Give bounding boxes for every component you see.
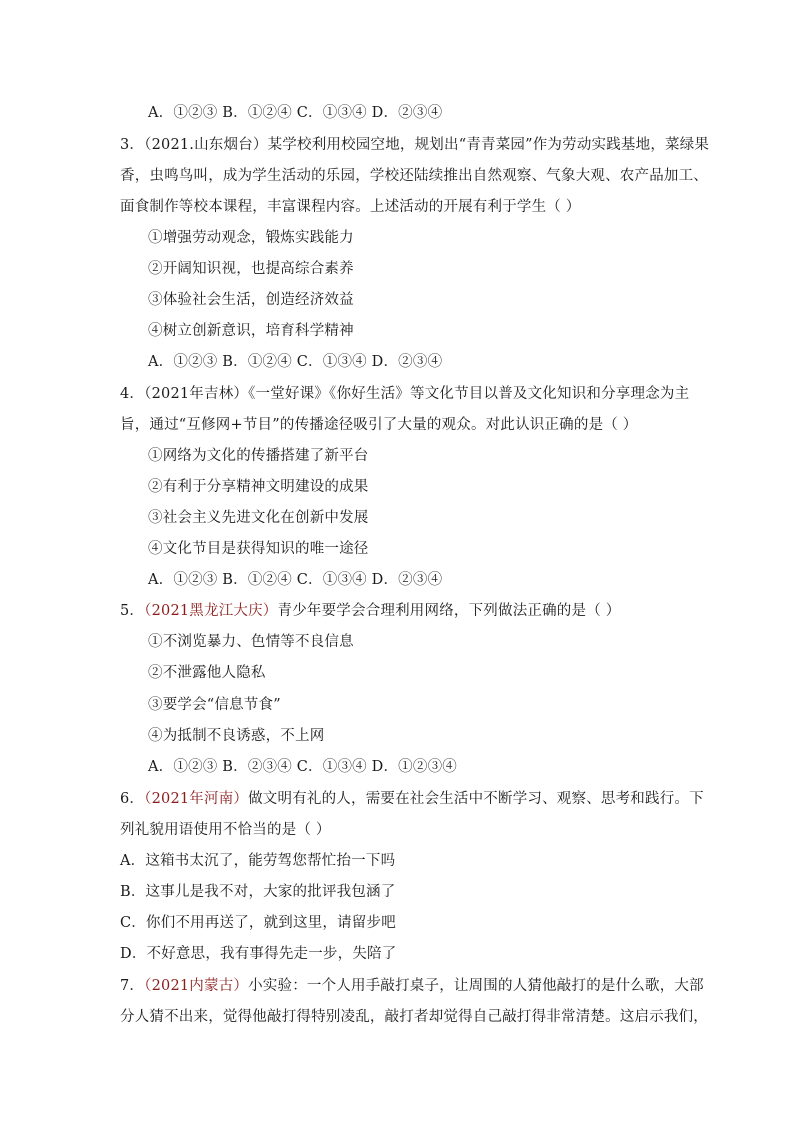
q4-option-3: ③社会主义先进文化在创新中发展 (148, 510, 369, 526)
q5-number: 5． (120, 603, 145, 619)
q5-stem-line1 (120, 601, 620, 621)
q7-source: （2021内蒙古） (144, 978, 249, 994)
q7-stem-line2: 分人猜不出来，觉得他敲打得特别凌乱，敲打者却觉得自己敲打得非常清楚。这启示我们， (120, 1009, 708, 1025)
q6-stem-line1 (120, 789, 704, 809)
q3-answer-choices: A．①②③ B．①②④ C．①③④ D．②③④ (148, 354, 443, 370)
q4-stem-line1 (120, 384, 689, 404)
q6-option-d: D．不好意思，我有事得先走一步，失陪了 (120, 946, 397, 962)
q4-answer-choices: A．①②③ B．①②④ C．①③④ D．②③④ (148, 572, 443, 588)
q4-stem-line2: 旨，通过“互修网+节目”的传播途径吸引了大量的观众。对此认识正确的是（ ） (120, 417, 638, 433)
q3-source: （2021.山东烟台） (144, 137, 268, 153)
q6-stem-text: 做文明有礼的人，需要在社会生活中不断学习、观察、思考和践行。下 (248, 791, 704, 807)
q5-option-4: ④为抵制不良诱惑，不上网 (148, 728, 325, 744)
q5-option-2: ②不泄露他人隐私 (148, 665, 266, 681)
q5-option-3: ③要学会“信息节食” (148, 697, 281, 713)
q6-option-c: C．你们不用再送了，就到这里，请留步吧 (120, 915, 396, 931)
q4-option-4: ④文化节目是获得知识的唯一途径 (148, 541, 369, 557)
q5-answer-choices: A．①②③ B．②③④ C．①③④ D．①②③④ (148, 759, 457, 775)
q6-source: （2021年河南） (144, 791, 249, 807)
q3-option-3: ③体验社会生活，创造经济效益 (148, 292, 354, 308)
q6-option-b: B．这事儿是我不对，大家的批评我包涵了 (120, 884, 396, 900)
q3-option-2: ②开阔知识视，也提高综合素养 (148, 261, 354, 277)
q3-stem-text: 某学校利用校园空地，规划出“青青菜园”作为劳动实践基地，菜绿果 (267, 137, 710, 153)
q5-source: （2021黑龙江大庆） (144, 603, 278, 619)
q4-number: 4． (120, 386, 145, 402)
q3-stem-line2: 香，虫鸣鸟叫，成为学生活动的乐园，学校还陆续推出自然观察、气象大观、农产品加工、 (120, 168, 708, 184)
q3-option-1: ①增强劳动观念，锻炼实践能力 (148, 230, 354, 246)
q6-number: 6． (120, 791, 145, 807)
q6-option-a: A．这箱书太沉了，能劳驾您帮忙抬一下吗 (120, 853, 396, 869)
q3-number: 3． (120, 137, 145, 153)
q4-option-1: ①网络为文化的传播搭建了新平台 (148, 448, 369, 464)
q6-stem-line2: 列礼貌用语使用不恰当的是（ ） (120, 822, 331, 838)
q3-option-4: ④树立创新意识，培育科学精神 (148, 323, 354, 339)
q4-option-2: ②有利于分享精神文明建设的成果 (148, 479, 369, 495)
q4-source: （2021年吉林） (144, 386, 249, 402)
q7-stem-line1 (120, 976, 704, 996)
q2-answer-choices: A．①②③ B．①②④ C．①③④ D．②③④ (148, 105, 443, 121)
q3-stem-line3: 面食制作等校本课程，丰富课程内容。上述活动的开展有利于学生（ ） (120, 199, 581, 215)
q3-stem-line1 (120, 135, 709, 155)
q5-stem-text: 青少年要学会合理利用网络，下列做法正确的是（ ） (277, 603, 621, 619)
q5-option-1: ①不浏览暴力、色情等不良信息 (148, 634, 354, 650)
q7-number: 7． (120, 978, 145, 994)
q4-stem-text: 《一堂好课》《你好生活》等文化节目以普及文化知识和分享理念为主 (248, 386, 690, 402)
q7-stem-text: 小实验：一个人用手敲打桌子，让周围的人猜他敲打的是什么歌，大部 (248, 978, 704, 994)
